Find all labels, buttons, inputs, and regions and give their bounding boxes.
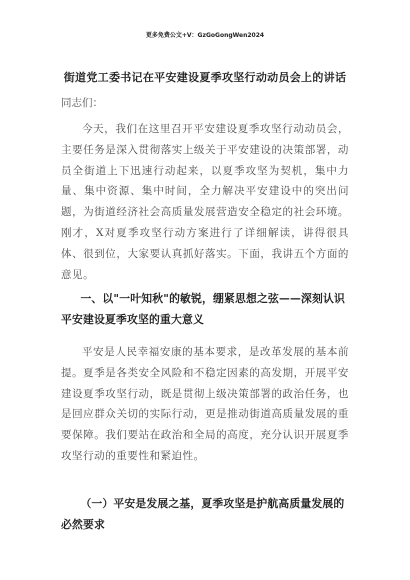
subsection-heading-1: （一）平安是发展之基，夏季攻坚是护航高质量发展的必然要求 [61, 497, 345, 531]
salutation: 同志们： [61, 97, 103, 109]
header-note: 更多免费公文+V：GzGoGongWen2024 [145, 32, 265, 39]
paragraph-intro: 今天，我们在这里召开平安建设夏季攻坚行动动员会，主要任务是深入贯彻落实上级关于平安建设的决策部署，动员全街道上下迅速行动起来，以夏季攻坚为契机，集中力量、集中资源、集中时间，全力解决平安建设中的突出问题，为街道经济社会高质量发展营造安全稳定的社会环境。刚才，X对夏季攻坚行动方案进行了详细解读，讲得很具体、很到位，大家要认真抓好落实。下面，我讲五个方面的意见。 [61, 123, 349, 281]
document-title: 街道党工委书记在平安建设夏季攻坚行动动员会上的讲话 [63, 71, 347, 84]
section-heading-1: 一、以"一叶知秋"的敏锐，绷紧思想之弦——深刻认识平安建设夏季攻坚的重大意义 [61, 292, 346, 326]
paragraph-section-1: 平安是人民幸福安康的基本要求，是改革发展的基本前提。夏季是各类安全风险和不稳定因素的高发期，开展平安建设夏季攻坚行动，既是贯彻上级决策部署的政治任务，也是回应群众关切的实际行动，更是推动街道高质量发展的重要保障。我们要站在政治和全局的高度，充分认识开展夏季攻坚行动的重要性和紧迫性。 [61, 346, 349, 462]
